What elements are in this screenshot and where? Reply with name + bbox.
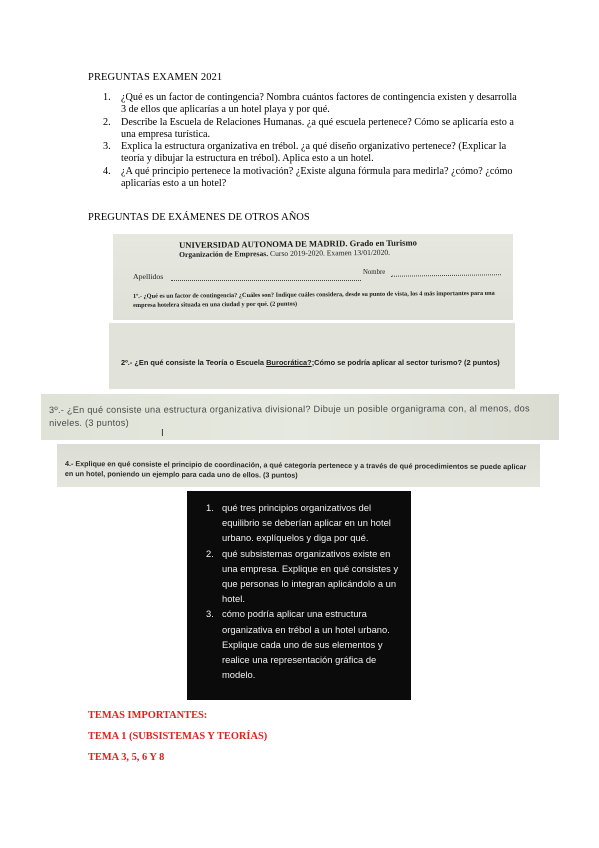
- scanned-question-3: 3º.- ¿En qué consiste una estructura organizativa divisional? Dibuje un posible organigrama con, al menos, dos niveles. (3 puntos): [49, 403, 530, 428]
- item-number: 3.: [206, 608, 214, 620]
- item-text: ¿Qué es un factor de contingencia? Nombra cuántos factores de contingencia existen y desarrolla 3 de ellos que aplicarías a un hotel playa y por qué.: [121, 92, 517, 116]
- page-title: PREGUNTAS EXAMEN 2021: [88, 72, 223, 83]
- scanned-question-1: 1º.- ¿Qué es un factor de contingencia? ¿Cuáles son? Indique cuáles considera, desde su punto de vista, los 4 más importantes para una empresa hotelera situada en una ciudad y por qué. (2 puntos): [133, 289, 495, 309]
- apellidos-line: [171, 280, 361, 281]
- important-topic-1: TEMA 1 (SUBSISTEMAS Y TEORÍAS): [88, 731, 268, 742]
- dark-question-list: [206, 500, 402, 682]
- list-item: [88, 141, 518, 166]
- list-item: [88, 117, 518, 142]
- important-topics-rest: TEMA 3, 5, 6 Y 8: [88, 752, 165, 763]
- course-date: Curso 2019-2020. Examen 13/01/2020.: [268, 247, 391, 259]
- item-number: 3.: [103, 141, 111, 153]
- dark-screenshot-question-list: [187, 491, 411, 700]
- scanned-question-2: [121, 357, 506, 368]
- q2-underlined-word: Burocrática?: [266, 358, 312, 367]
- item-number: 1.: [206, 502, 214, 513]
- item-number: 4.: [103, 165, 111, 177]
- item-text: Explica la estructura organizativa en trébol. ¿a qué diseño organizativo pertenece? (Explicar la teoría y dibujar la estructura en trébol). Aplica esto a un hotel.: [121, 141, 507, 165]
- item-number: 2.: [206, 547, 214, 559]
- item-text: qué tres principios organizativos del equilibrio se deberían aplicar en un hotel urbano. explíquelos y diga por qué.: [222, 502, 391, 544]
- item-text: cómo podría aplicar una estructura organizativa en trébol a un hotel urbano. Explique cada uno de sus elementos y realice una representación gráfica de modelo.: [222, 608, 390, 681]
- course-name: Organización de Empresas.: [179, 249, 269, 259]
- q2-text-post: ;Cómo se podría aplicar al sector turismo? (2 puntos): [311, 358, 500, 367]
- list-item: [206, 500, 402, 546]
- course-header: [179, 248, 390, 259]
- item-number: 1.: [103, 92, 111, 103]
- apellidos-label: Apellidos: [133, 272, 164, 281]
- item-text: ¿A qué principio pertenece la motivación? ¿Existe alguna fórmula para medirla? ¿cómo? ¿cómo aplicarías esto a un hotel?: [121, 165, 513, 190]
- list-item: [206, 606, 402, 682]
- nombre-line: [391, 274, 501, 277]
- text-cursor-icon: I: [161, 428, 164, 439]
- nombre-label: Nombre: [363, 269, 386, 276]
- q2-text-pre: 2º.- ¿En qué consiste la Teoría o Escuela: [121, 358, 267, 367]
- scanned-question-4-image: [57, 444, 540, 487]
- exam-2021-question-list: [88, 92, 518, 190]
- list-item: [206, 546, 402, 607]
- section-heading-other-years: PREGUNTAS DE EXÁMENES DE OTROS AÑOS: [88, 212, 310, 223]
- scanned-question-3-image: [41, 394, 559, 440]
- list-item: [88, 92, 518, 117]
- important-topics-heading: TEMAS IMPORTANTES:: [88, 710, 208, 721]
- university-header: UNIVERSIDAD AUTONOMA DE MADRID. Grado en Turismo: [179, 237, 417, 250]
- item-text: Describe la Escuela de Relaciones Humanas. ¿a qué escuela pertenece? Cómo se aplicaría esto a una empresa turística.: [121, 116, 514, 140]
- scanned-exam-header-image: [113, 234, 513, 320]
- item-number: 2.: [103, 116, 111, 128]
- item-text: qué subsistemas organizativos existe en una empresa. Explique en qué consistes y que personas lo integran aplicándolo a un hotel.: [222, 547, 399, 605]
- list-item: [88, 166, 518, 191]
- scanned-question-4: 4.- Explique en qué consiste el principio de coordinación, a qué categoría pertenece y a través de qué procedimientos se puede aplicar en un hotel, poniendo un ejemplo para cada uno de ellos. (3 puntos): [64, 459, 527, 480]
- scanned-question-2-image: [109, 323, 515, 389]
